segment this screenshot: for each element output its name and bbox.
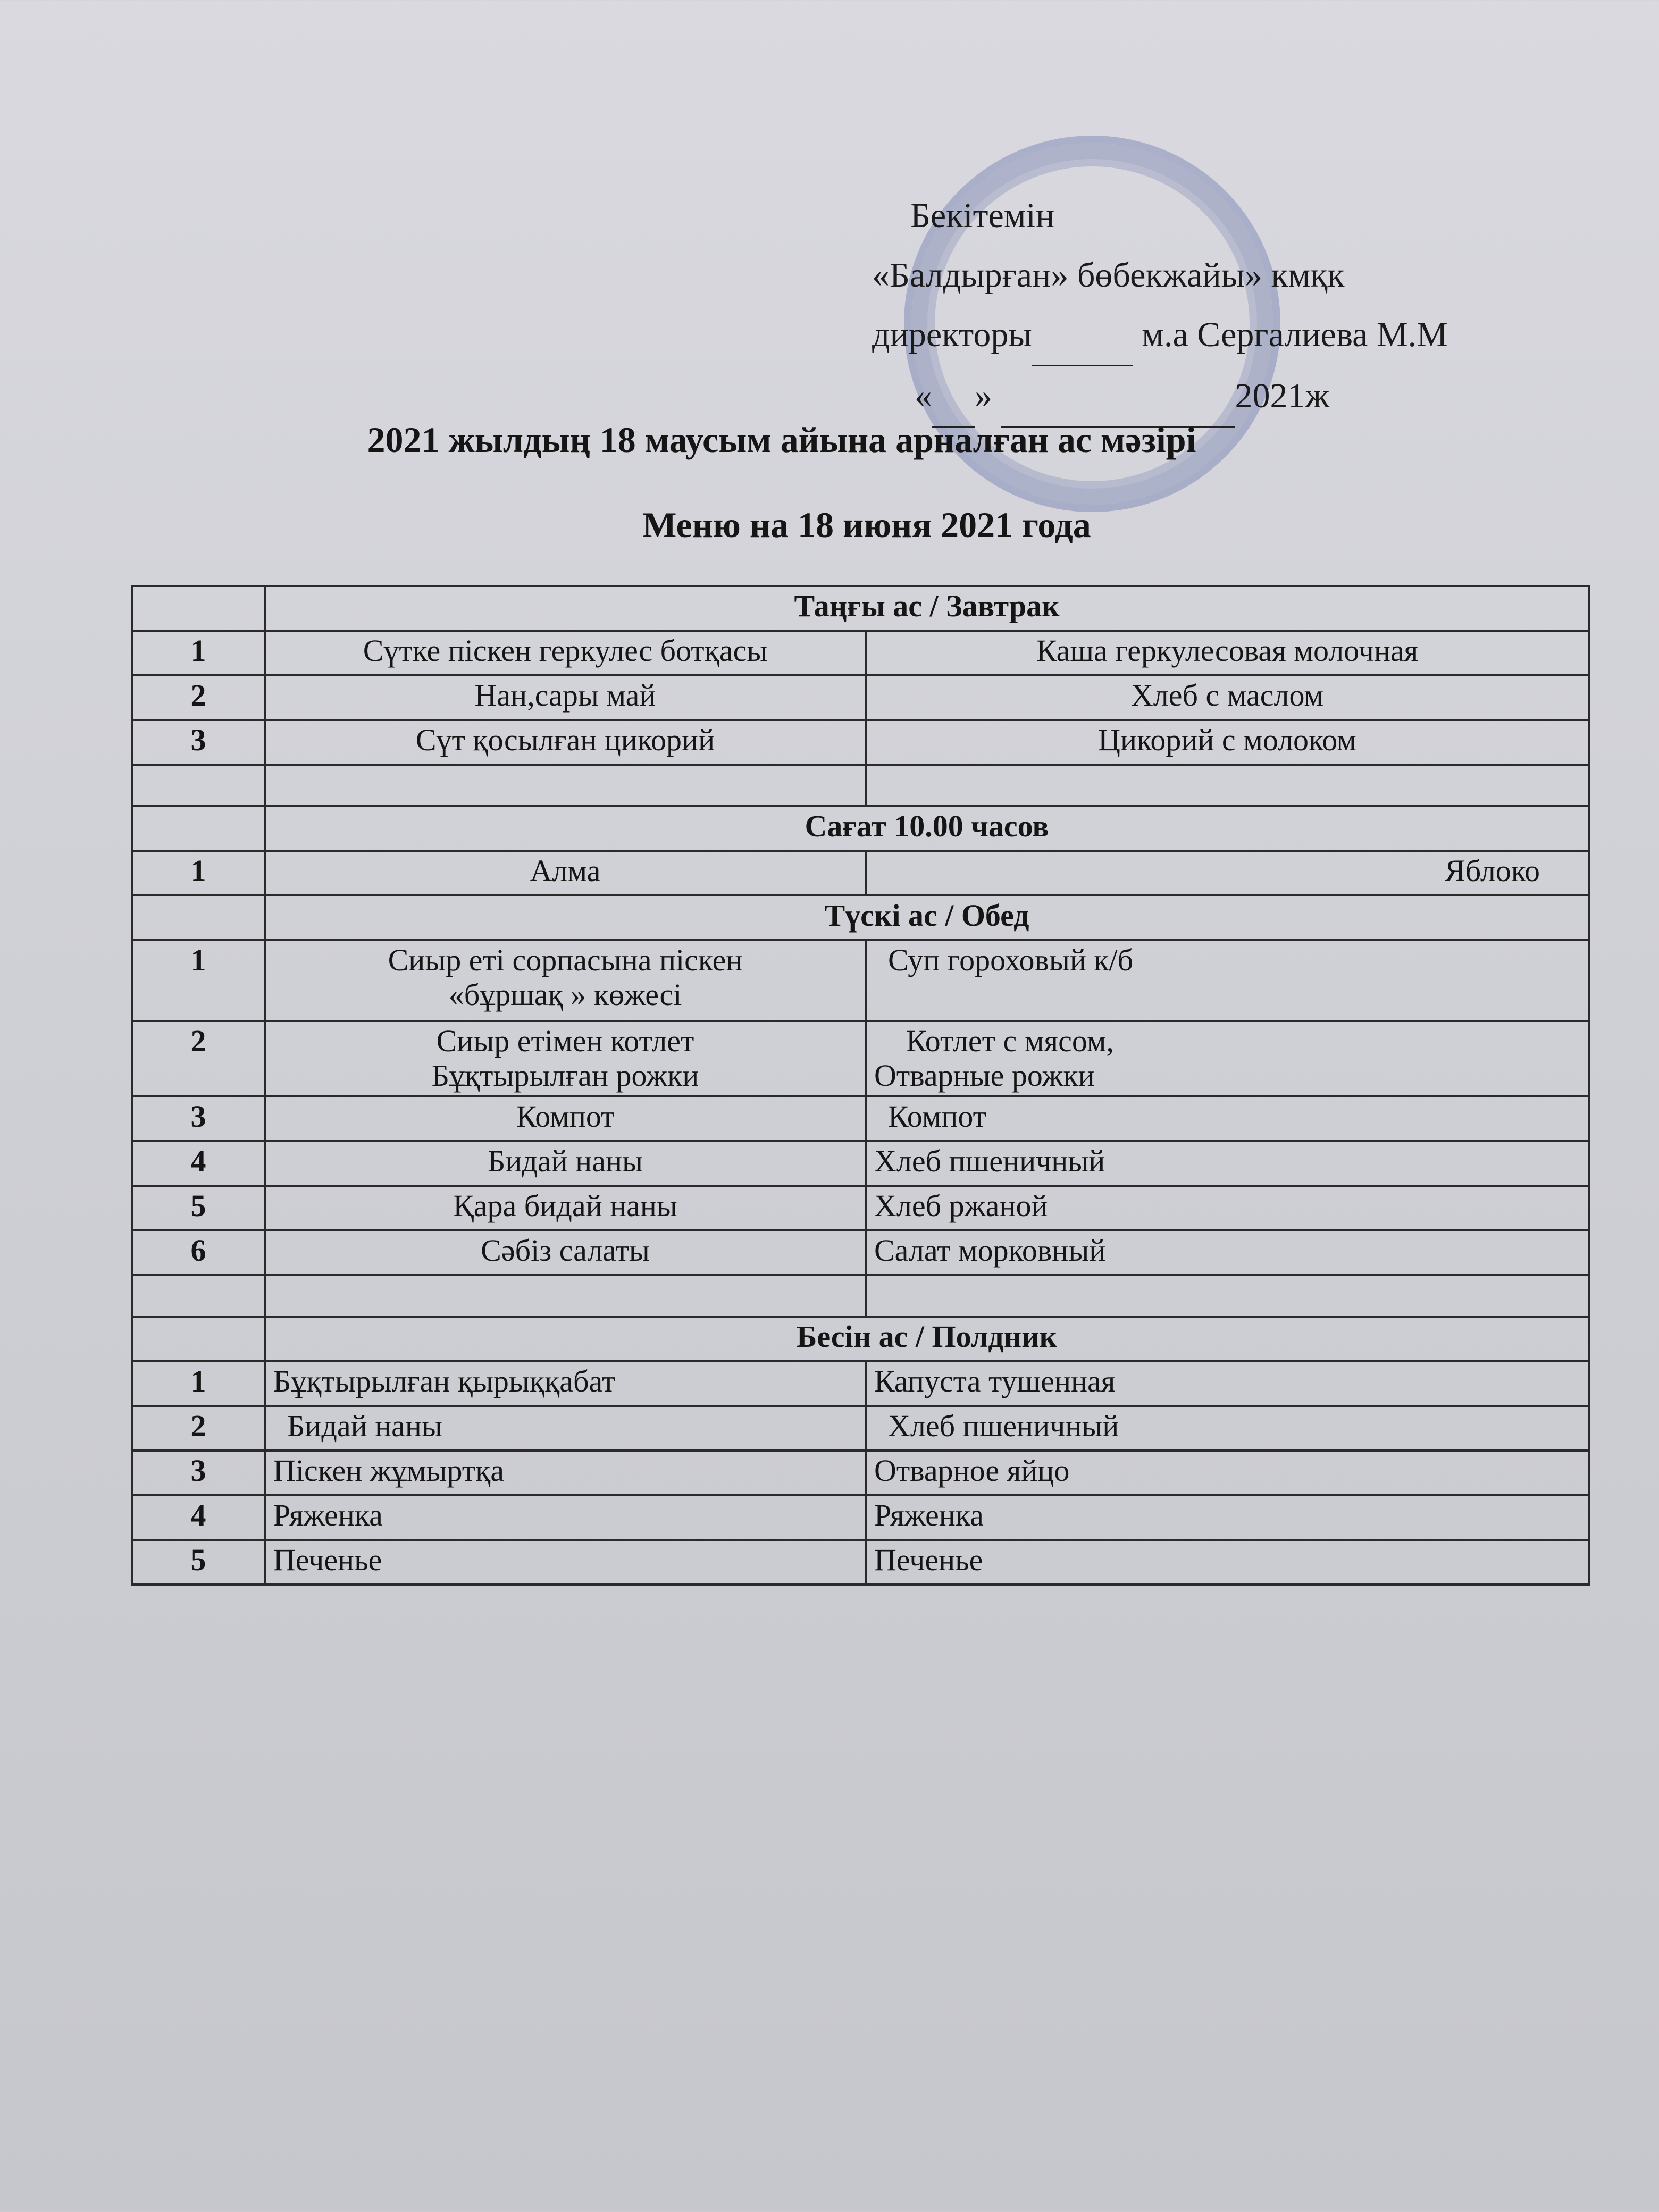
table-row: 4 Ряженка Ряженка	[132, 1495, 1589, 1540]
section-heading-lunch: Түскі ас / Обед	[265, 895, 1589, 940]
date-month-blank	[1001, 366, 1235, 428]
section-heading-snack: Сағат 10.00 часов	[265, 806, 1589, 851]
section-header-row	[132, 1317, 1589, 1361]
approval-line4: « » 2021ж	[872, 366, 1563, 428]
table-row: 2 Сиыр етімен котлет Бұқтырылған рожки Котлет с мясом, Отварные рожки	[132, 1021, 1589, 1096]
table-row: 2 Бидай наны Хлеб пшеничный	[132, 1406, 1589, 1451]
date-day-blank	[932, 366, 975, 428]
table-row: 6 Сәбіз салаты Салат морковный	[132, 1230, 1589, 1275]
signature-line	[1032, 305, 1133, 366]
menu-table	[131, 585, 1590, 1586]
table-row: 5 Печенье Печенье	[132, 1540, 1589, 1585]
table-row: 1 Сүтке піскен геркулес ботқасы Каша геркулесовая молочная	[132, 631, 1589, 675]
approval-director-label: директоры	[872, 315, 1032, 354]
table-row: 5 Қара бидай наны Хлеб ржаной	[132, 1186, 1589, 1230]
title-kazakh: 2021 жылдың 18 маусым айына арналған ас мәзірі	[367, 420, 1196, 460]
section-header-row	[132, 806, 1589, 851]
section-heading-breakfast: Таңғы ас / Завтрак	[265, 586, 1589, 631]
section-heading-afternoon: Бесін ас / Полдник	[265, 1317, 1589, 1361]
approval-year: 2021ж	[1235, 376, 1330, 415]
approval-director-name: м.а Сергалиева М.М	[1142, 315, 1448, 354]
table-row: 3 Компот Компот	[132, 1096, 1589, 1141]
empty-row	[132, 1275, 1589, 1317]
table-row: 4 Бидай наны Хлеб пшеничный	[132, 1141, 1589, 1186]
empty-row	[132, 765, 1589, 806]
table-row: 3 Сүт қосылған цикорий Цикорий с молоком	[132, 720, 1589, 765]
approval-line1: Бекітемін	[910, 196, 1055, 235]
section-header-row	[132, 586, 1589, 631]
table-row: 1 Алма Яблоко	[132, 851, 1589, 895]
approval-line2: «Балдырған» бөбекжайы» кмқк	[872, 256, 1345, 295]
section-header-row	[132, 895, 1589, 940]
table-row: 2 Нан,сары май Хлеб с маслом	[132, 675, 1589, 720]
approval-block	[872, 186, 1563, 428]
table-row: 1 Сиыр еті сорпасына піскен «бұршақ » көжесі Суп гороховый к/б	[132, 940, 1589, 1021]
table-row: 3 Піскен жұмыртқа Отварное яйцо	[132, 1451, 1589, 1495]
approval-line3	[872, 305, 1563, 366]
title-russian: Меню на 18 июня 2021 года	[642, 505, 1091, 545]
table-row: 1 Бұқтырылған қырыққабат Капуста тушенная	[132, 1361, 1589, 1406]
